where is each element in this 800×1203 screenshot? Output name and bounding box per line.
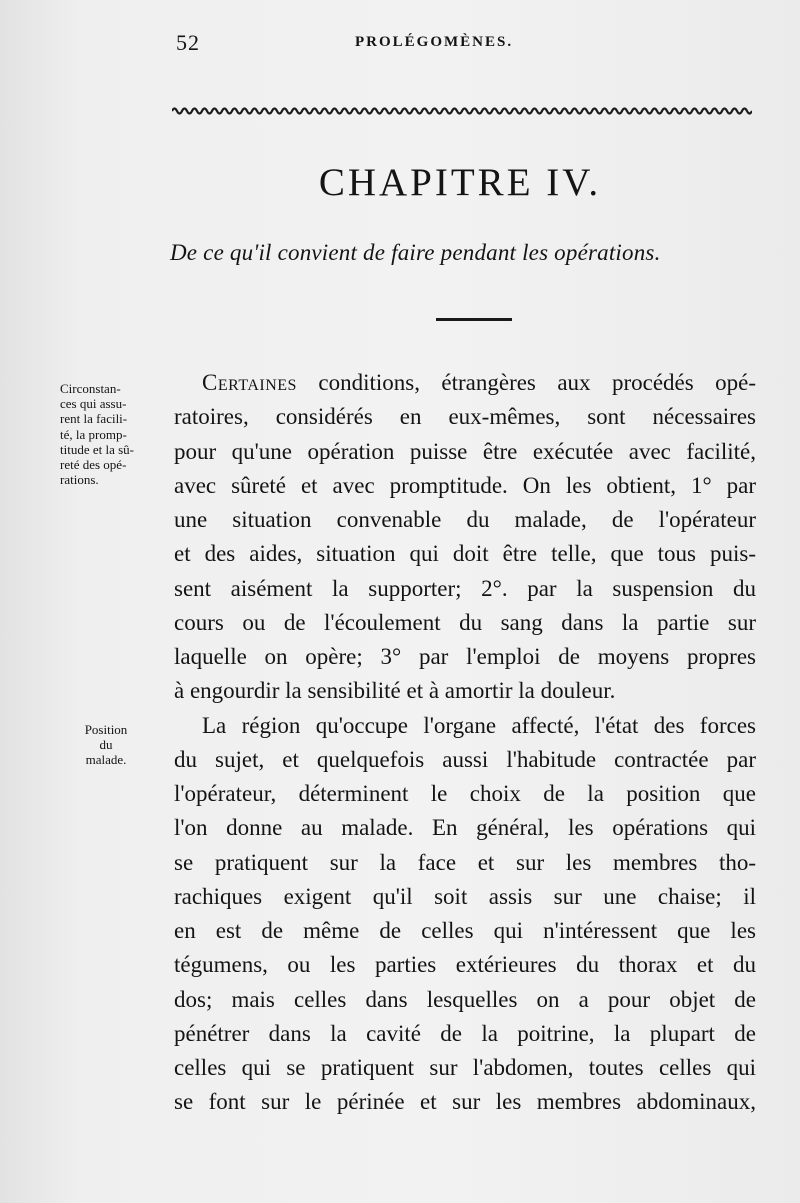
margin-note-line: rations. <box>60 472 99 488</box>
text-line: dos; mais celles dans lesquelles on a pour objet de <box>174 986 756 1012</box>
text-line: laquelle on opère; 3° par l'emploi de moyens propres <box>174 644 756 669</box>
running-head: PROLÉGOMÈNES. <box>355 34 514 50</box>
margin-note-line: Position <box>84 722 128 737</box>
chapter-title: CHAPITRE IV. <box>318 161 602 204</box>
text-line: tégumens, ou les parties extérieures du thorax et du <box>174 952 756 978</box>
text-line: du sujet, et quelquefois aussi l'habitude contractée par <box>174 746 756 772</box>
text-line: et des aides, situation qui doit être telle, que tous puis- <box>174 541 756 567</box>
margin-note-line: Circonstan- <box>60 381 121 396</box>
margin-note-line: reté des opé- <box>60 457 127 473</box>
margin-note-circumstances <box>60 381 150 487</box>
margin-note-line: du <box>99 737 113 753</box>
chapter-subtitle: De ce qu'il convient de faire pendant les opérations. <box>170 240 661 265</box>
margin-note-line: rent la facili- <box>60 411 128 427</box>
text-line: pénétrer dans la cavité de la poitrine, la plupart de <box>174 1020 756 1046</box>
text-line: cours ou de l'écoulement du sang dans la partie sur <box>174 609 756 635</box>
text-line-content: conditions, étrangères aux procédés opé- <box>318 370 756 395</box>
drop-word: Certaines <box>202 370 297 395</box>
margin-note-line: malade. <box>85 752 127 768</box>
body-text <box>174 366 756 1120</box>
page-number: 52 <box>176 30 200 55</box>
text-line: rachiques exigent qu'il soit assis sur une chaise; il <box>174 883 756 909</box>
text-line: se font sur le périnée et sur les membres abdominaux, <box>174 1089 756 1115</box>
margin-note-line: té, la promp- <box>60 426 127 442</box>
text-line: celles qui se pratiquent sur l'abdomen, toutes celles qui <box>174 1055 756 1080</box>
text-line <box>174 366 756 400</box>
margin-note-position <box>64 722 148 768</box>
text-line: une situation convenable du malade, de l'opérateur <box>174 507 756 532</box>
text-line: La région qu'occupe l'organe affecté, l'état des forces <box>202 712 756 738</box>
text-line: sent aisément la supporter; 2°. par la suspension du <box>174 575 756 601</box>
text-line: se pratiquent sur la face et sur les membres tho- <box>174 849 756 875</box>
margin-note-line: ces qui assu- <box>60 396 127 412</box>
text-line: l'on donne au malade. En général, les opérations qui <box>174 815 756 841</box>
section-rule <box>436 318 512 321</box>
text-line: ratoires, considérés en eux-mêmes, sont nécessaires <box>174 404 756 430</box>
text-line: en est de même de celles qui n'intéressent que les <box>174 918 756 943</box>
text-line: l'opérateur, déterminent le choix de la position que <box>174 781 756 806</box>
text-line: avec sûreté et avec promptitude. On les obtient, 1° par <box>174 472 756 498</box>
wavy-rule <box>172 104 752 118</box>
margin-note-line: titude et la sû- <box>60 441 135 457</box>
text-line: à engourdir la sensibilité et à amortir la douleur. <box>174 678 616 704</box>
text-line: pour qu'une opération puisse être exécutée avec facilité, <box>174 438 756 464</box>
